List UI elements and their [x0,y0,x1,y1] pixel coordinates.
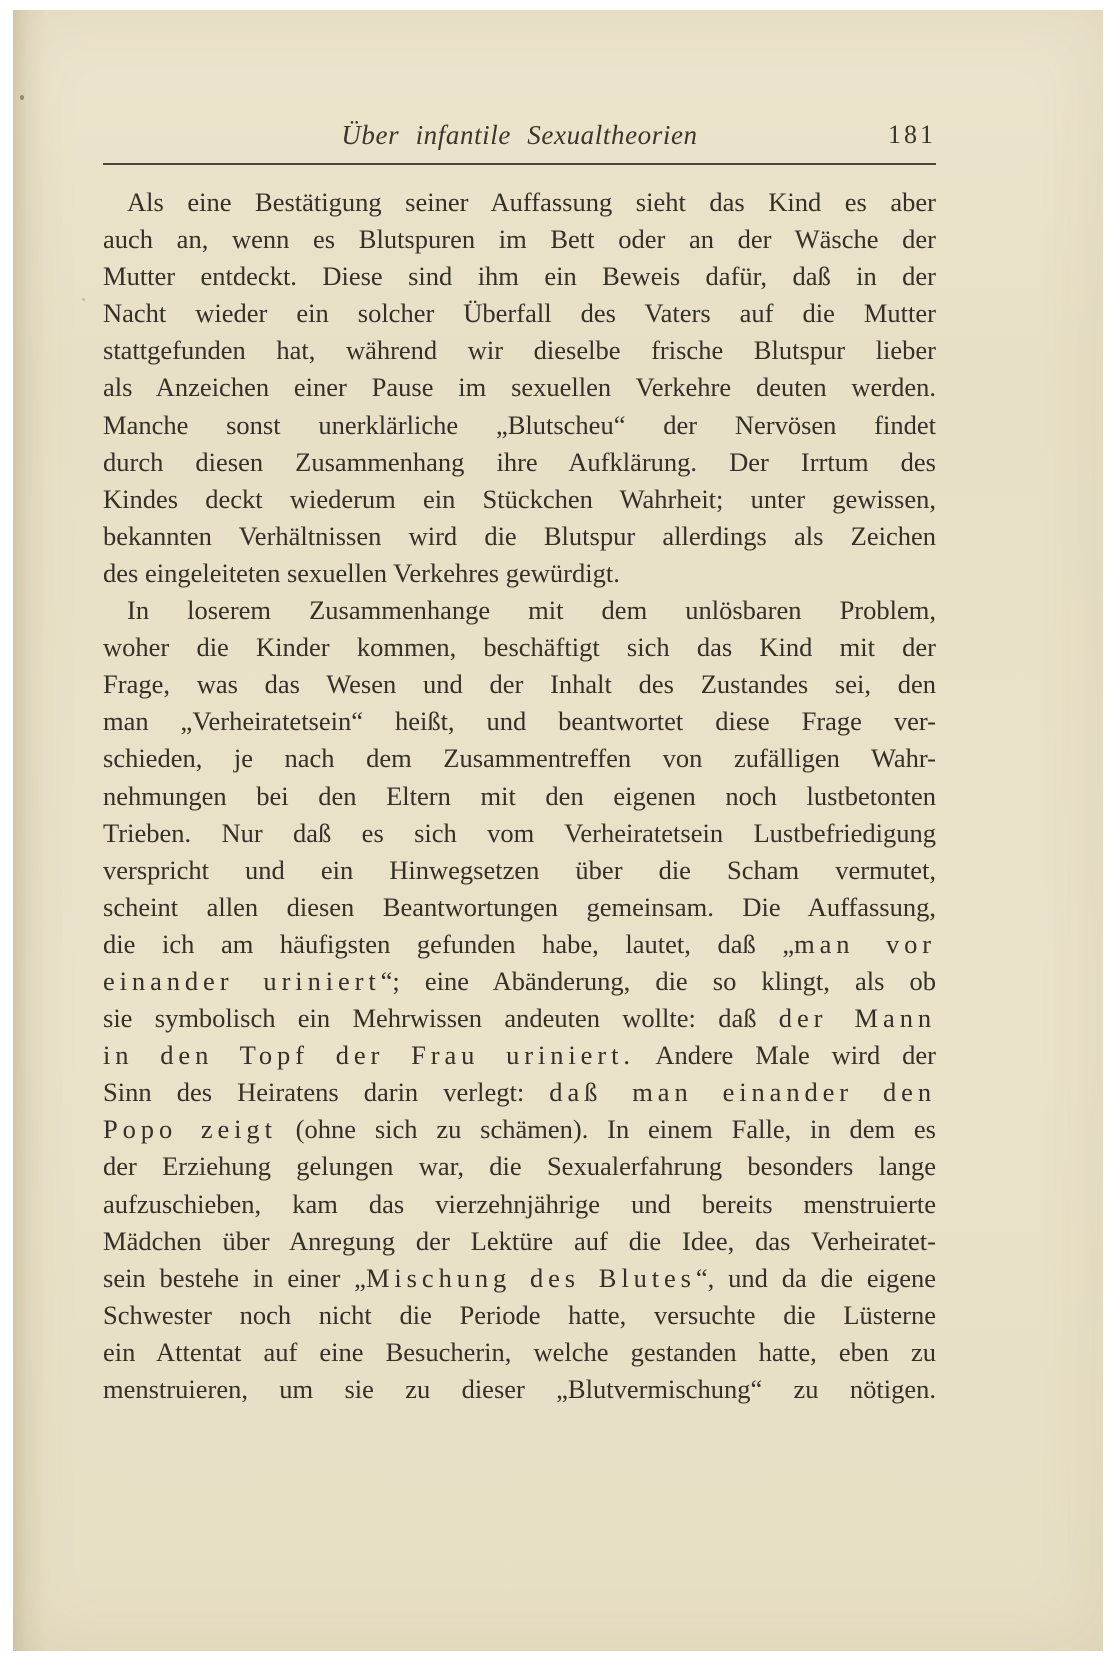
text-line [103,184,936,221]
text-line [103,221,936,258]
text-line [103,555,936,592]
text-run: Trieben. Nur daß es sich vom Verheiratetsein Lustbefriedigung [103,817,936,848]
text-run: Als eine Bestätigung seiner Auffassung sieht das Kind es aber [127,187,936,217]
text-run: ein Attentat auf eine Besucherin, welche gestanden hatte, eben zu [103,1336,936,1367]
text-line [103,1074,936,1111]
text-line [103,852,936,889]
text-run: Andere Male wird der [634,1040,936,1071]
text-run: durch diesen Zusammenhang ihre Aufklärung. Der Irrtum des [103,446,936,477]
text-line [103,481,936,518]
text-line [103,369,936,406]
text-line [103,926,936,963]
text-line [103,332,936,369]
text-line [103,518,936,555]
text-run: man „Verheiratetsein“ heißt, und beantwortet diese Frage ver- [103,706,936,737]
text-run: des eingeleiteten sexuellen Verkehres gewürdigt. [103,557,620,588]
paragraph [103,592,936,1408]
text-line [103,1334,936,1371]
text-run: sein bestehe in einer „ [103,1262,366,1293]
text-line [103,1148,936,1185]
text-run: “; eine Abänderung, die so klingt, als ob [380,965,936,996]
text-line [103,258,936,295]
text-run: aufzuschieben, kam das vierzehnjährige und bereits menstruierte [103,1188,936,1219]
text-line [103,815,936,852]
text-line [103,629,936,666]
text-run: schieden, je nach dem Zusammentreffen von zufälligen Wahr- [103,743,936,774]
letterspaced-text-run: in den Topf der Frau uriniert. [103,1040,635,1071]
text-run: menstruieren, um sie zu dieser „Blutvermischung“ zu nötigen. [103,1374,936,1404]
text-run: Frage, was das Wesen und der Inhalt des Zustandes sei, den [103,669,936,700]
paper-speck [82,298,85,301]
letterspaced-text-run: Mischung des Blutes [365,1262,696,1293]
text-run: Mädchen über Anregung der Lektüre auf die Idee, das Verheiratet- [103,1225,936,1256]
text-line [103,1371,936,1408]
text-run: Kindes deckt wiederum ein Stückchen Wahrheit; unter gewissen, [103,483,936,514]
text-line [103,963,936,1000]
page-header [103,114,936,156]
text-run: als Anzeichen einer Pause im sexuellen Verkehre deuten werden. [103,372,936,403]
letterspaced-text-run: Popo zeigt [103,1114,277,1145]
text-line [103,1297,936,1334]
text-line [103,407,936,444]
header-rule [103,163,936,165]
text-run: Nacht wieder ein solcher Überfall des Vaters auf die Mutter [103,298,936,329]
page-number: 181 [888,120,936,149]
paragraph [103,184,936,592]
text-line [103,666,936,703]
text-run: woher die Kinder kommen, beschäftigt sich das Kind mit der [103,632,936,663]
text-run: Schwester noch nicht die Periode hatte, versuchte die Lüsterne [103,1299,936,1330]
text-line [103,1223,936,1260]
text-line [103,740,936,777]
text-run: nehmungen bei den Eltern mit den eigenen noch lustbetonten [103,780,936,811]
text-line [103,889,936,926]
text-run: “, und da die eigene [695,1262,936,1293]
text-run: Manche sonst unerklärliche „Blutscheu“ der Nervösen findet [103,409,936,440]
text-line [103,1186,936,1223]
paper-speck [20,95,24,100]
text-run: sie symbolisch ein Mehrwissen andeuten wollte: daß [103,1003,779,1034]
text-run: bekannten Verhältnissen wird die Blutspur allerdings als Zeichen [103,520,936,551]
text-run: der Erziehung gelungen war, die Sexualerfahrung besonders lange [103,1151,936,1182]
text-run: Mutter entdeckt. Diese sind ihm ein Beweis dafür, daß in der [103,261,936,292]
text-line [103,703,936,740]
text-line [103,444,936,481]
running-title: Über infantile Sexualtheorien [341,120,698,150]
text-run: stattgefunden hat, während wir dieselbe frische Blutspur lieber [103,335,936,366]
letterspaced-text-run: einander uriniert [103,965,381,996]
text-run: In loserem Zusammenhange mit dem unlösbaren Problem, [127,595,936,626]
text-line [103,1037,936,1074]
text-line [103,592,936,629]
page-body [103,184,936,1408]
text-run: Sinn des Heiratens darin verlegt: [103,1077,550,1108]
letterspaced-text-run: daß man einander den [549,1077,936,1108]
book-page-paper [13,10,1103,1651]
text-line [103,1260,936,1297]
letterspaced-text-run: der Mann [778,1003,936,1034]
text-line [103,295,936,332]
text-run: (ohne sich zu schämen). In einem Falle, in dem es [276,1114,936,1145]
letterspaced-text-run: man vor [794,928,936,959]
text-line [103,1000,936,1037]
text-line [103,1111,936,1148]
text-run: auch an, wenn es Blutspuren im Bett oder an der Wäsche der [103,224,936,255]
text-line [103,778,936,815]
text-run: die ich am häufigsten gefunden habe, lautet, daß „ [103,928,795,959]
text-run: scheint allen diesen Beantwortungen gemeinsam. Die Auffassung, [103,891,936,922]
text-run: verspricht und ein Hinwegsetzen über die Scham vermutet, [103,854,936,885]
